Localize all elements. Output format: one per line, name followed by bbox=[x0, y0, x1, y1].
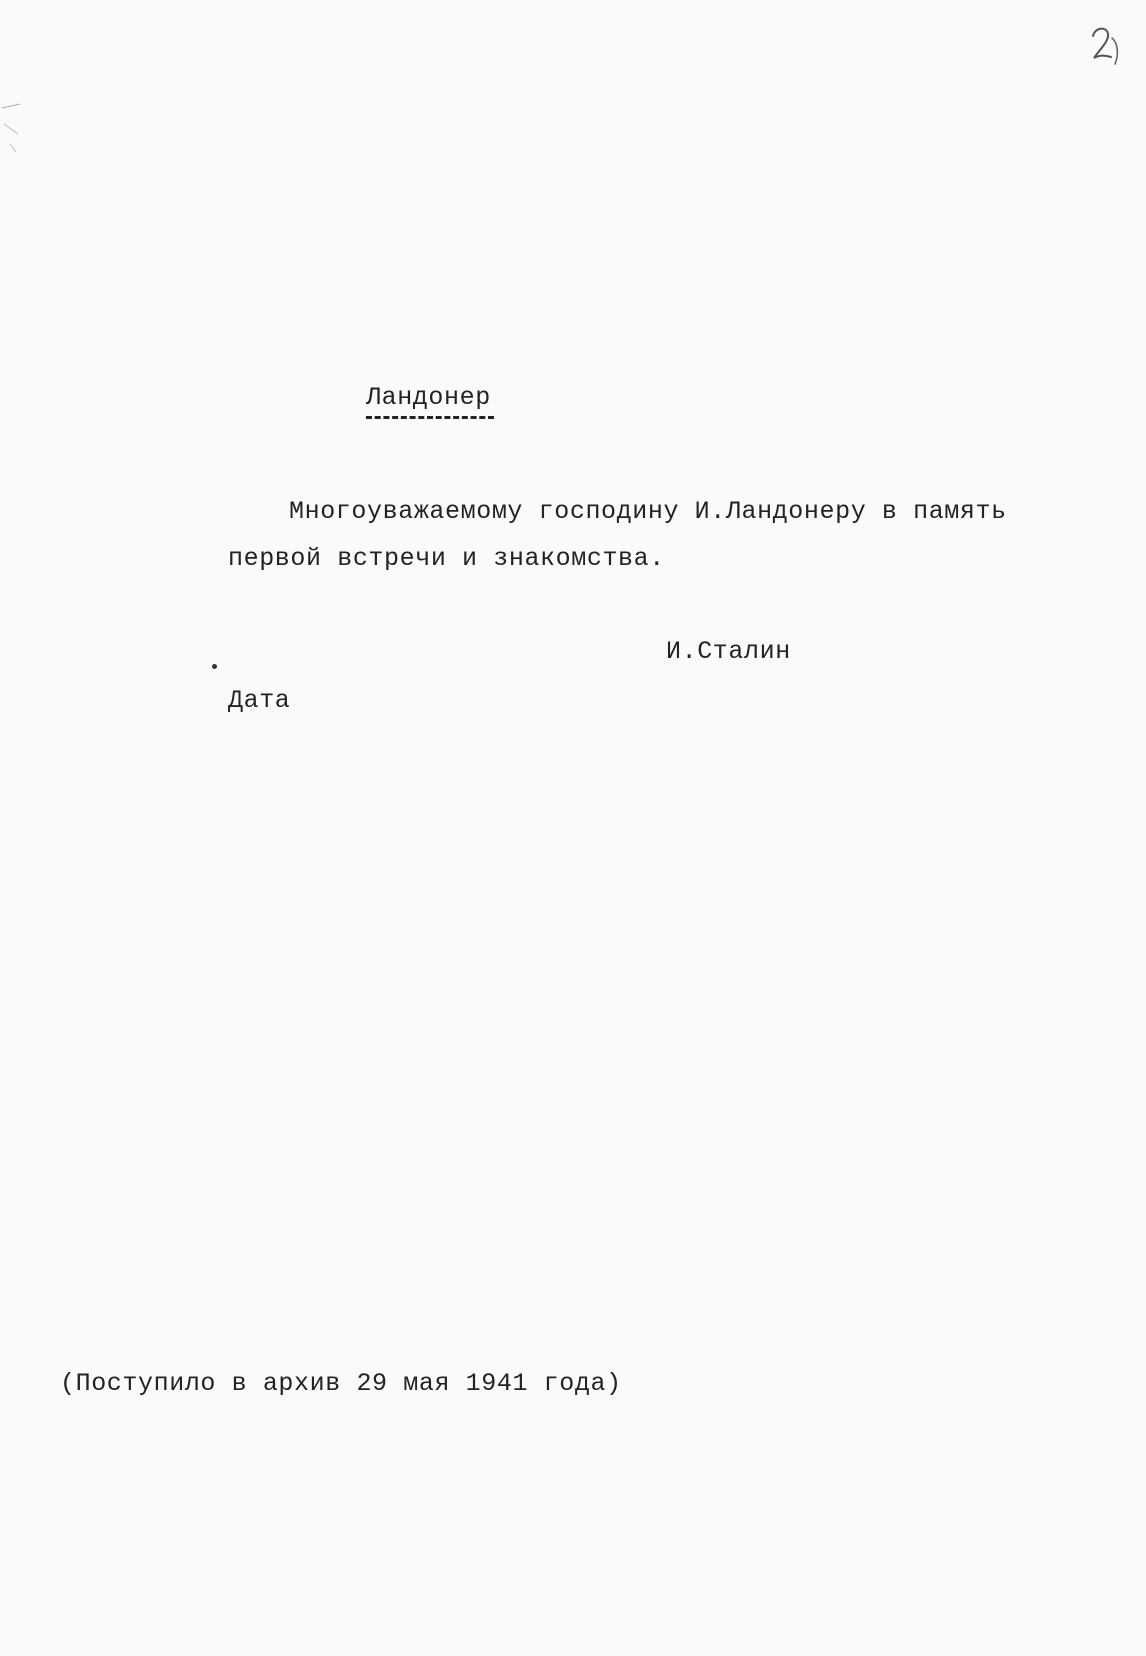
document-heading: Ландонер bbox=[366, 383, 491, 412]
archive-note: (Поступило в архив 29 мая 1941 года) bbox=[60, 1369, 622, 1398]
heading-underline bbox=[366, 416, 494, 419]
ink-dot bbox=[212, 664, 217, 669]
signature-line: И.Сталин bbox=[666, 637, 791, 666]
handwritten-page-number-icon bbox=[1087, 24, 1123, 70]
dedication-line-1: Многоуважаемому господину И.Ландонеру в память bbox=[289, 497, 1007, 526]
dedication-line-2: первой встречи и знакомства. bbox=[228, 544, 665, 573]
margin-scratch-mark bbox=[0, 100, 26, 160]
date-label: Дата bbox=[228, 686, 291, 715]
